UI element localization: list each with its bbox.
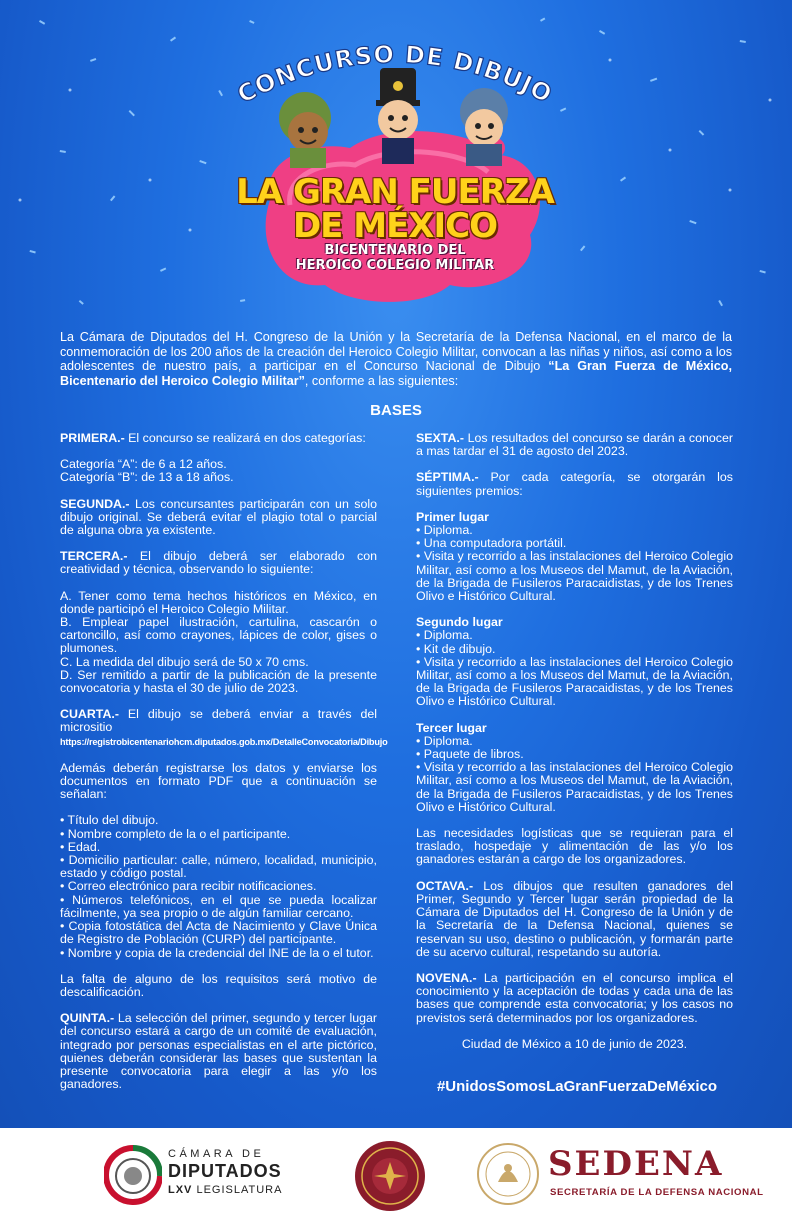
category-a: Categoría “A”: de 6 a 12 años. (60, 457, 227, 472)
novena-text: La participación en el concurso implica el conocimiento y la aceptación de todas y cada una de las bases que comprende esta convocatoria; y los casos no previstos será determinados por los organizadores. (416, 970, 733, 1025)
intro-tail: , conforme a las siguientes: (304, 373, 459, 388)
subtitle-line1: BICENTENARIO DEL (324, 243, 466, 258)
primera-text: El concurso se realizará en dos categorías: (124, 431, 366, 445)
camara-line2: DIPUTADOS (168, 1161, 282, 1181)
legislatura-label: LEGISLATURA (192, 1184, 283, 1196)
prize-item: • Paquete de libros. (416, 747, 524, 762)
camara-diputados-logo (104, 1144, 294, 1208)
prize-item: • Visita y recorrido a las instalaciones del Heroico Colegio Militar, así como a los Museos del Mamut, de la Aviación, de la Brigada de Fusileros Paracaidistas, y de los Trenes Olivo e Histórico Cultural. (416, 549, 733, 604)
prize-item: • Diploma. (416, 523, 473, 538)
prize-item: • Visita y recorrido a las instalaciones del Heroico Colegio Militar, así como a los Museos del Mamut, de la Aviación, de la Brigada de Fusileros Paracaidistas, y de los Trenes Olivo e Histórico Cultural. (416, 654, 733, 709)
segunda-text: Los concursantes participarán con un solo dibujo original. Se deberá evitar el plagio total o parcial de alguna obra ya existente. (60, 496, 377, 538)
main-title-line1: LA GRAN FUERZA (236, 172, 554, 212)
requirement-item: • Nombre y copia de la credencial del INE de la o el tutor. (60, 945, 374, 960)
tercera-label: TERCERA.- (60, 549, 128, 564)
septima-text: Por cada categoría, se otorgarán los siguientes premios: (416, 470, 733, 498)
intro-text: La Cámara de Diputados del H. Congreso de la Unión y la Secretaría de la Defensa Nacional, en el marco de la conmemoración de los 200 años de la creación del Heroico Colegio Militar, convocan a las niñas y niños, así como a los adolescentes de nuestro país, a participar en el Concurso Nacional de Dibujo (60, 330, 732, 374)
date-line: Ciudad de México a 10 de junio de 2023. (461, 1036, 688, 1051)
camara-emblem-icon (104, 1144, 162, 1208)
legislatura-number: LXV (168, 1184, 193, 1196)
falta-paragraph: La falta de alguno de los requisitos será motivo de descalificación. (60, 971, 377, 999)
camara-line1: CÁMARA DE (168, 1148, 265, 1160)
tercera-item-a: A. Tener como tema hechos históricos en México, en donde participó el Heroico Colegio Militar. (60, 588, 377, 616)
contest-logo (230, 30, 560, 320)
tercera-item-b: B. Emplear papel ilustración, cartulina, cascarón o cartoncillo, así como crayones, lápices de color, gises o plumones. (60, 615, 377, 656)
left-column (60, 431, 388, 1104)
subtitle-line2: HEROICO COLEGIO MILITAR (295, 258, 495, 273)
sedena-logo (476, 1142, 776, 1212)
segunda-label: SEGUNDA.- (60, 496, 130, 511)
sexta-text: Los resultados del concurso se darán a conocer a mas tardar el 31 de agosto del 2023. (416, 431, 733, 459)
tercera-item-d: D. Ser remitido a partir de la publicación de la presente convocatoria y hasta el 30 de julio de 2023. (60, 667, 377, 696)
novena-label: NOVENA.- (416, 970, 477, 985)
cuarta-text: El dibujo se deberá enviar a través del micrositio (60, 707, 377, 735)
requirement-item: • Números telefónicos, en el que se pueda localizar fácilmente, ya sea propio o de algún familiar cercano. (60, 892, 377, 920)
primer-lugar-heading: Primer lugar (416, 509, 489, 524)
legislatura (168, 1184, 282, 1196)
cuarta-label: CUARTA.- (60, 707, 119, 722)
footer-logos (0, 1128, 792, 1224)
requirement-item: • Nombre completo de la o el participante. (60, 826, 291, 841)
prize-item: • Kit de dibujo. (416, 641, 496, 656)
tercera-text: El dibujo deberá ser elaborado con creatividad y técnica, observando lo siguiente: (60, 549, 377, 577)
sexta-label: SEXTA.- (416, 431, 464, 445)
octava-text: Los dibujos que resulten ganadores del Primer, Segundo y Tercer lugar serán propiedad de la Cámara de Diputados del H. Congreso de la Unión y de la Secretaría de la Defensa Nacional, quienes se reservan su uso, destino o publicación, y formarán parte de su acervo cultural, respetando su autoría. (416, 878, 733, 959)
category-b: Categoría “B”: de 13 a 18 años. (60, 470, 234, 485)
requirement-item: • Copia fotostática del Acta de Nacimiento y Clave Única de Registro de Población (CURP) del participante. (60, 919, 377, 947)
main-title-line2: DE MÉXICO (292, 206, 498, 246)
quinta-label: QUINTA.- (60, 1011, 115, 1026)
svg-text:CONCURSO DE DIBUJO (233, 40, 557, 109)
right-column (416, 432, 733, 1064)
sedena-full-name: SECRETARÍA DE LA DEFENSA NACIONAL (550, 1187, 764, 1198)
prize-item: • Visita y recorrido a las instalaciones del Heroico Colegio Militar, así como a los Museos del Mamut, de la Aviación, de la Brigada de Fusileros Paracaidistas, y de los Trenes Olivo e Histórico Cultural. (416, 760, 733, 814)
sedena-name: SEDENA (548, 1144, 724, 1184)
prize-item: • Diploma. (416, 733, 473, 748)
intro-contest-name: “La Gran Fuerza de México, Bicentenario del Heroico Colegio Militar” (60, 359, 732, 388)
necesidades-paragraph: Las necesidades logísticas que se requieran para el traslado, hospedaje y alimentación de las y/o los ganadores estarán a cargo de los organizadores. (416, 826, 733, 867)
mexico-coat-of-arms-icon (476, 1142, 540, 1206)
microsite-link[interactable]: https://registrobicentenariohcm.diputados.gob.mx/DetalleConvocatoria/Dibujo (60, 736, 388, 747)
septima-label: SÉPTIMA.- (416, 470, 479, 485)
requirement-item: • Título del dibujo. (60, 813, 159, 828)
octava-label: OCTAVA.- (416, 878, 474, 893)
requirement-item: • Domicilio particular: calle, número, localidad, municipio, estado y código postal. (60, 853, 377, 881)
ademas-paragraph: Además deberán registrarse los datos y enviarse los documentos en formato PDF que a continuación se señalan: (60, 760, 377, 802)
requirement-item: • Edad. (60, 839, 101, 854)
prize-item: • Una computadora portátil. (416, 536, 567, 551)
intro-paragraph (60, 330, 732, 388)
segundo-lugar-heading: Segundo lugar (416, 615, 503, 630)
heroico-colegio-militar-seal-icon (354, 1140, 426, 1212)
hashtag: #UnidosSomosLaGranFuerzaDeMéxico (436, 1078, 718, 1095)
contest-title: CONCURSO DE DIBUJO (232, 40, 558, 109)
quinta-text: La selección del primer, segundo y tercer lugar del concurso estará a cargo de un comité de evaluación, integrado por personas especialistas en el arte pictórico, quienes deberán considerar las bases que sustentan la presente convocatoria para elegir a las y/o los ganadores. (60, 1011, 377, 1092)
tercera-item-c: C. La medida del dibujo será de 50 x 70 cms. (60, 654, 309, 669)
prize-item: • Diploma. (416, 628, 473, 643)
requirement-item: • Correo electrónico para recibir notificaciones. (60, 879, 317, 894)
primera-label: PRIMERA.- (60, 431, 125, 445)
bases-heading: BASES (370, 402, 422, 419)
contest-title-arc (230, 30, 560, 120)
tercer-lugar-heading: Tercer lugar (416, 720, 487, 735)
